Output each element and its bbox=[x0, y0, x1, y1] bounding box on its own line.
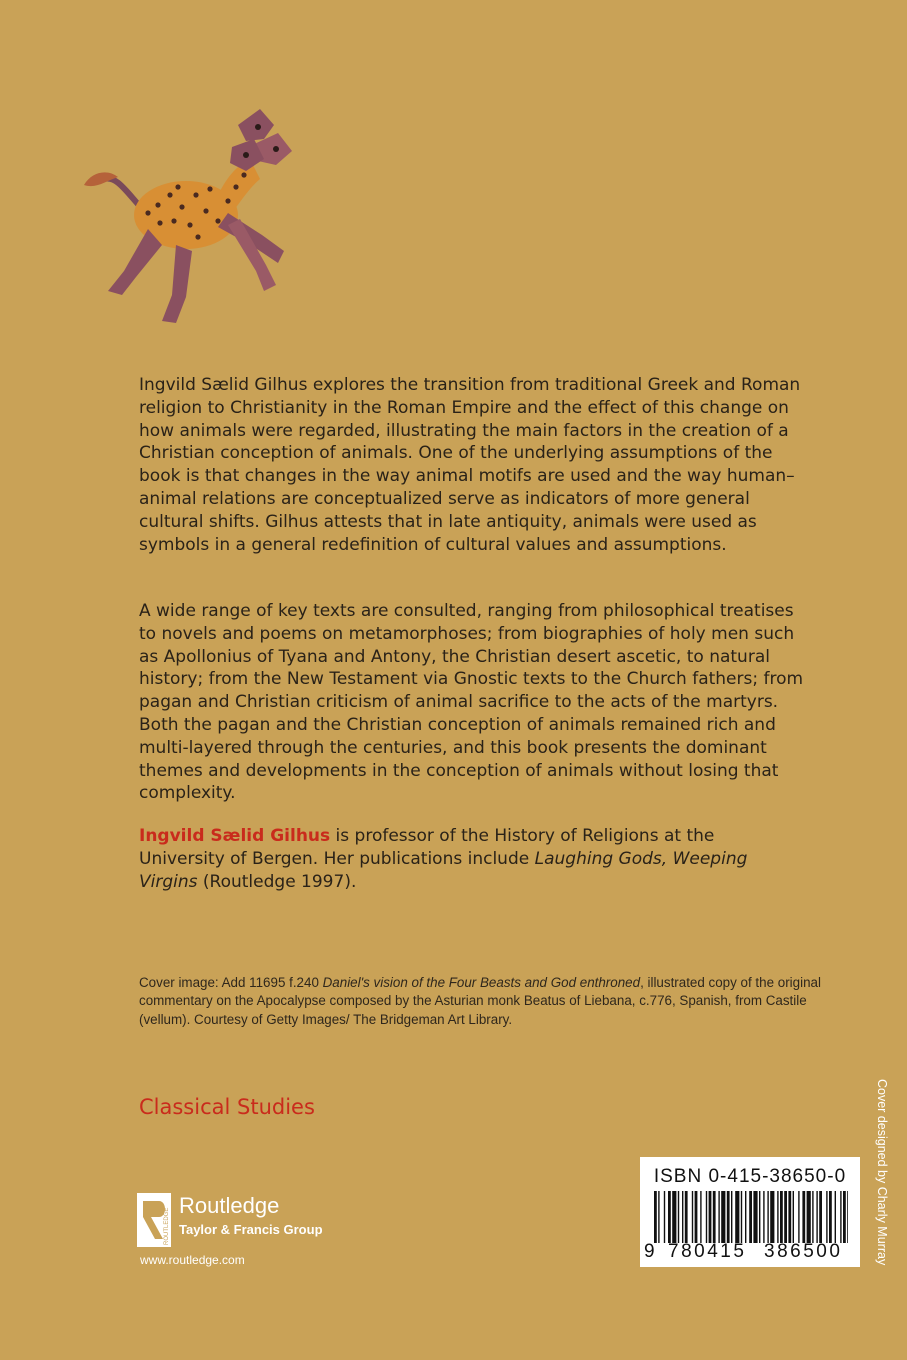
author-bio bbox=[139, 825, 804, 893]
barcode-bar bbox=[798, 1191, 799, 1243]
barcode-bar bbox=[784, 1191, 787, 1243]
barcode-bar bbox=[727, 1191, 730, 1243]
barcode-bar bbox=[835, 1191, 836, 1243]
barcode-bars bbox=[654, 1191, 848, 1243]
isbn-left-digits: 780415 bbox=[668, 1241, 747, 1262]
routledge-mark-icon bbox=[137, 1193, 171, 1247]
barcode-bar bbox=[843, 1191, 846, 1243]
leopard-beast-illustration bbox=[78, 95, 310, 335]
publisher-group: Taylor & Francis Group bbox=[179, 1222, 323, 1237]
series-label: Classical Studies bbox=[139, 1095, 315, 1119]
barcode-bar bbox=[767, 1191, 768, 1243]
barcode-bar bbox=[664, 1191, 665, 1243]
barcode-bar bbox=[713, 1191, 716, 1243]
barcode-bar bbox=[668, 1191, 671, 1243]
cover-credit-details: , illustrated copy of the original commentary on the Apocalypse composed by the Asturian monk Beatus of Liebana, c.776, Spanish, from Castile (vellum). Courtesy of Getty Images/ The Bridgeman Art Library. bbox=[139, 975, 821, 1027]
barcode-bar bbox=[706, 1191, 707, 1243]
author-bio-text: is professor of the History of Religions at the University of Bergen. Her publications include bbox=[139, 826, 715, 869]
barcode-bar bbox=[718, 1191, 719, 1243]
barcode-bar bbox=[678, 1191, 679, 1243]
barcode-bar bbox=[658, 1191, 659, 1243]
barcode-bar bbox=[829, 1191, 832, 1243]
barcode-bar bbox=[654, 1191, 657, 1243]
cover-designer-credit: Cover designed by Charly Murray bbox=[875, 1079, 889, 1266]
barcode-bar bbox=[763, 1191, 764, 1243]
barcode-bar bbox=[847, 1191, 848, 1243]
barcode-bar bbox=[802, 1191, 805, 1243]
author-name: Ingvild Sælid Gilhus bbox=[139, 826, 331, 846]
routledge-mark-text: ROUTLEDGE bbox=[164, 1207, 170, 1245]
cover-artwork-title: Daniel's vision of the Four Beasts and God enthroned bbox=[322, 975, 641, 990]
cover-credit-intro: Cover image: Add 11695 f.240 bbox=[139, 975, 323, 990]
barcode-bar bbox=[777, 1191, 778, 1243]
barcode-bar bbox=[826, 1191, 827, 1243]
barcode-bar bbox=[793, 1191, 794, 1243]
barcode-bar bbox=[745, 1191, 746, 1243]
barcode-bar bbox=[840, 1191, 841, 1243]
barcode-bar bbox=[819, 1191, 822, 1243]
barcode-bar bbox=[692, 1191, 693, 1243]
barcode-bar bbox=[731, 1191, 732, 1243]
barcode-bar bbox=[770, 1191, 774, 1243]
barcode-bar bbox=[788, 1191, 791, 1243]
barcode-bar bbox=[816, 1191, 817, 1243]
barcode-bar bbox=[759, 1191, 760, 1243]
barcode-bar bbox=[685, 1191, 688, 1243]
barcode-bar bbox=[672, 1191, 676, 1243]
isbn-right-digits: 386500 bbox=[764, 1241, 843, 1262]
description-paragraph-1: Ingvild Sælid Gilhus explores the transition from traditional Greek and Roman religion to Christianity in the Roman Empire and the effect of this change on how animals were regarded, illustrating the main factors in the creation of a Christian conception of animals. One of the underlying assumptions of the book is that changes in the way animal motifs are used and the way human–animal relations are conceptualized serve as indicators of more general cultural shifts. Gilhus attests that in late antiquity, animals were used as symbols in a general redefinition of cultural values and assumptions. bbox=[139, 375, 801, 555]
barcode-bar bbox=[735, 1191, 739, 1243]
barcode-bar bbox=[709, 1191, 712, 1243]
barcode-bar bbox=[741, 1191, 742, 1243]
publisher-website-link[interactable]: www.routledge.com bbox=[140, 1253, 245, 1267]
author-bio-text-end: (Routledge 1997). bbox=[197, 871, 357, 892]
barcode-bar bbox=[812, 1191, 813, 1243]
isbn-first-digit: 9 bbox=[644, 1241, 655, 1262]
barcode-bar bbox=[807, 1191, 811, 1243]
previous-book-title: Laughing Gods, Weeping Virgins bbox=[139, 848, 748, 892]
cover-image-credit bbox=[139, 974, 829, 1029]
barcode-bar bbox=[753, 1191, 757, 1243]
publisher-name: Routledge bbox=[179, 1193, 280, 1218]
barcode-bar bbox=[749, 1191, 752, 1243]
barcode-bar bbox=[700, 1191, 701, 1243]
barcode-bar bbox=[780, 1191, 783, 1243]
isbn-barcode bbox=[640, 1157, 860, 1267]
description-paragraph-2: A wide range of key texts are consulted, ranging from philosophical treatises to novels and poems on metamorphoses; from biographies of holy men such as Apollonius of Tyana and Antony, the Christian desert ascetic, to natural history; from the New Testament via Gnostic texts to the Church fathers; from pagan and Christian criticism of animal sacrifice to the acts of the martyrs. Both the pagan and the Christian conception of animals remained rich and multi-layered through the centuries, and this book presents the dominant themes and developments in the conception of animals without losing that complexity. bbox=[139, 601, 804, 804]
routledge-logo bbox=[137, 1193, 337, 1249]
barcode-bar bbox=[695, 1191, 698, 1243]
barcode-bar bbox=[682, 1191, 683, 1243]
isbn-label: ISBN 0-415-38650-0 bbox=[653, 1166, 847, 1187]
barcode-bar bbox=[721, 1191, 725, 1243]
